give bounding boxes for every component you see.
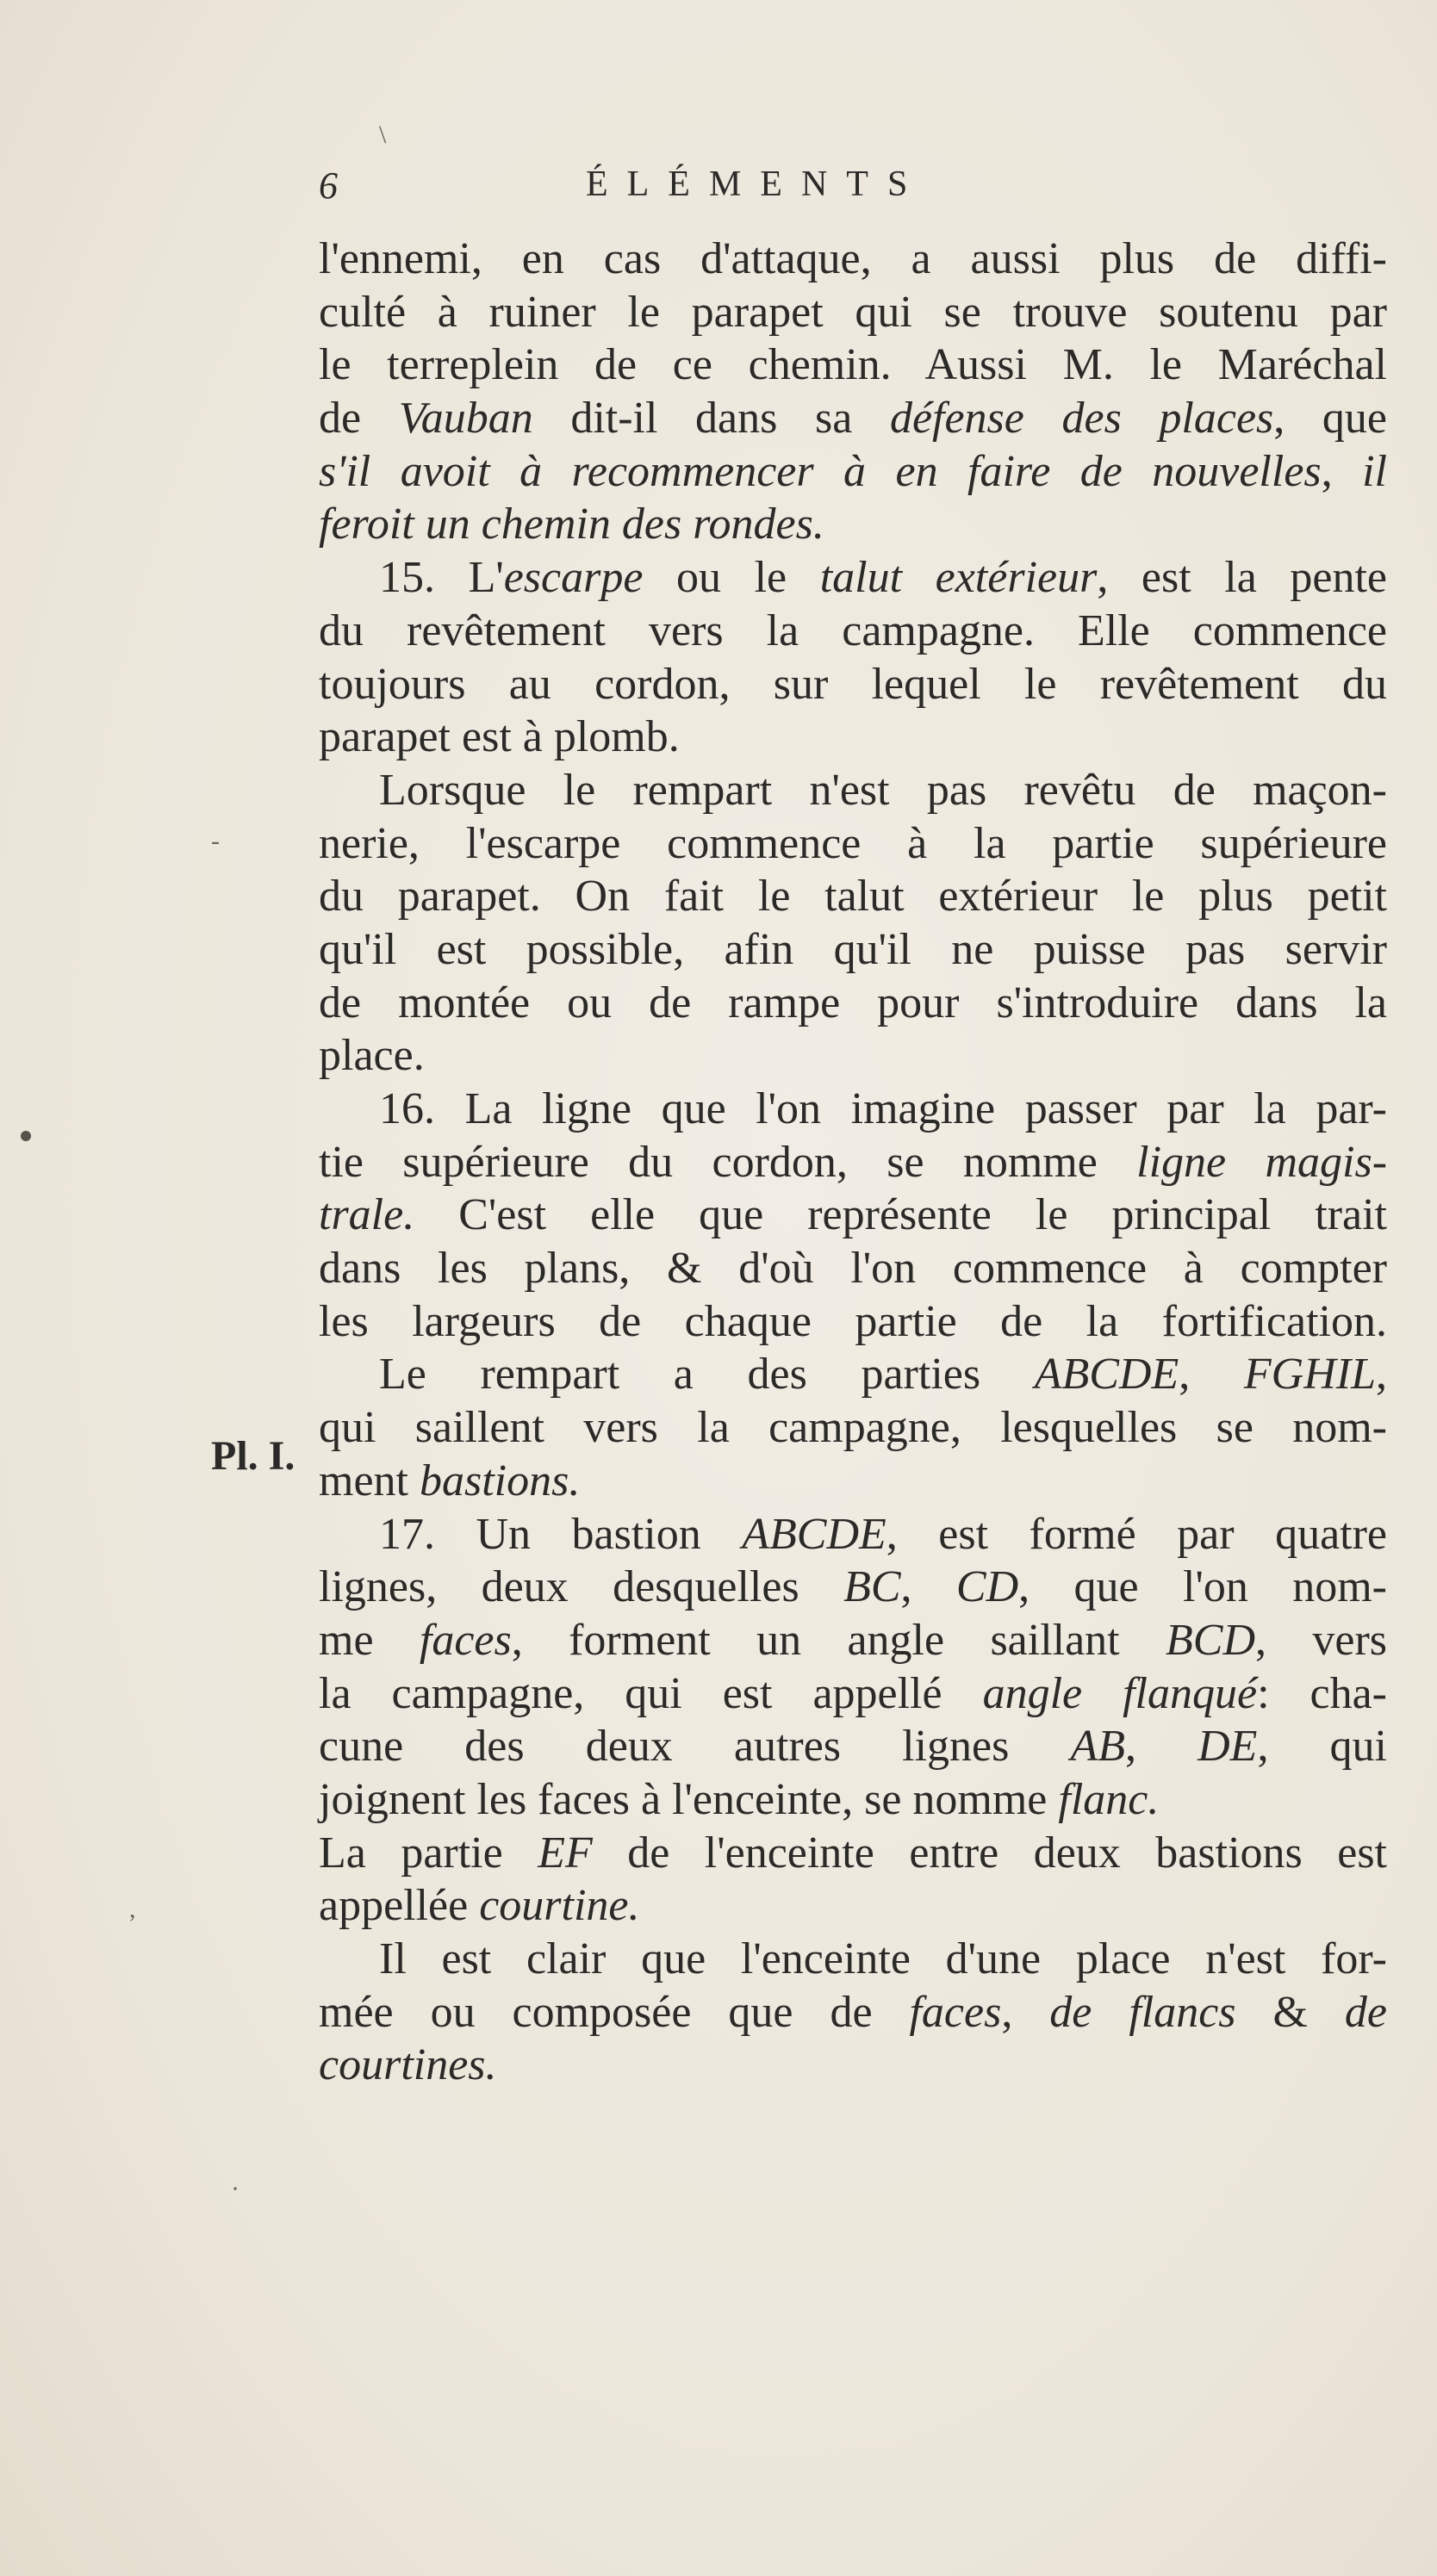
text-run: & (1235, 1987, 1345, 2037)
italic-term: Vauban (398, 394, 533, 444)
text-run: du parapet. On fait le talut extérieur le plus petit (319, 872, 1387, 922)
text-run: le terreplein de ce chemin. Aussi M. le Maréchal (319, 340, 1387, 390)
text-run: de l'enceinte entre deux bastions est (592, 1828, 1388, 1878)
italic-term: ligne magis- (1136, 1137, 1388, 1187)
text-run: La partie (319, 1828, 538, 1878)
italic-term: faces (419, 1615, 512, 1665)
text-run: 17. Un bastion (379, 1509, 743, 1559)
text-run: nerie, l'escarpe commence à la partie supérieure (319, 818, 1387, 868)
text-run: culté à ruiner le parapet qui se trouve soutenu par (319, 287, 1387, 337)
stray-mark: \ (379, 121, 387, 149)
text-run: du revêtement vers la campagne. Elle commence (319, 605, 1387, 655)
text-run: ou le (643, 553, 820, 603)
stray-mark: , (129, 1895, 136, 1923)
text-run: , qui (1257, 1722, 1387, 1772)
text-run: l'ennemi, en cas d'attaque, a aussi plus de diffi- (319, 234, 1387, 283)
text-line (319, 498, 1387, 551)
italic-term: escarpe (503, 553, 644, 603)
text-line (319, 711, 1387, 764)
italic-term: angle flanqué (982, 1668, 1258, 1718)
text-line (319, 1561, 1387, 1614)
text-line (319, 1773, 1387, 1827)
text-run: place. (319, 1031, 425, 1081)
italic-term: feroit un chemin des rondes. (319, 500, 824, 549)
text-run: Il est clair que l'enceinte d'une place n'est for- (379, 1934, 1387, 1983)
text-line (319, 658, 1387, 711)
text-run: lignes, deux desquelles (319, 1562, 844, 1612)
running-title: ÉLÉMENTS (586, 164, 927, 204)
text-line (319, 1508, 1387, 1561)
text-run: , est la pente (1097, 553, 1387, 603)
text-line (319, 1455, 1387, 1508)
text-line (319, 286, 1387, 339)
text-line (319, 1083, 1387, 1136)
text-line (319, 764, 1387, 817)
text-line (319, 1242, 1387, 1295)
italic-term: ABCDE (1034, 1350, 1179, 1400)
text-run: , vers (1255, 1615, 1388, 1665)
italic-term: défense des places (889, 394, 1274, 444)
italic-term: faces (909, 1987, 1002, 2037)
text-line (319, 233, 1387, 286)
text-run: parapet est à plomb. (319, 712, 680, 762)
italic-term: trale. (319, 1190, 415, 1240)
ink-spot (21, 1131, 31, 1141)
text-run: , forment un angle saillant (511, 1615, 1166, 1665)
text-line (319, 923, 1387, 977)
text-run: ment (319, 1456, 420, 1505)
text-line (319, 1029, 1387, 1083)
italic-term: courtine. (479, 1881, 640, 1931)
text-run: qu'il est possible, afin qu'il ne puisse pas servir (319, 924, 1387, 974)
text-run: la campagne, qui est appellé (319, 1668, 983, 1718)
text-line (319, 1879, 1387, 1933)
text-line (319, 1667, 1387, 1721)
italic-term: CD (955, 1562, 1019, 1612)
text-line (319, 2039, 1387, 2092)
text-run: de (319, 394, 399, 444)
text-line (319, 1348, 1387, 1401)
text-run: , (1001, 1987, 1050, 2037)
italic-term: ABCDE (742, 1509, 886, 1559)
text-run: me (319, 1615, 420, 1665)
italic-term: BC (843, 1562, 901, 1612)
page-header (319, 164, 1025, 224)
italic-term: courtines. (319, 2040, 497, 2090)
plate-reference: Pl. I. (211, 1433, 295, 1479)
text-run: , (1376, 1350, 1387, 1400)
stray-mark: - (211, 827, 220, 855)
text-line (319, 338, 1387, 392)
text-run: Lorsque le rempart n'est pas revêtu de maçon- (379, 765, 1387, 815)
italic-term: BCD (1166, 1615, 1255, 1665)
text-line (319, 445, 1387, 499)
text-line (319, 1986, 1387, 2039)
text-run: Le rempart a des parties (379, 1350, 1035, 1400)
text-run: appellée (319, 1881, 480, 1931)
text-line (319, 1614, 1387, 1667)
text-line (319, 551, 1387, 605)
italic-term: de flancs (1049, 1987, 1236, 2037)
text-run: mée ou composée que de (319, 1987, 910, 2037)
text-line (319, 870, 1387, 923)
text-line (319, 1189, 1387, 1242)
text-run: , (900, 1562, 956, 1612)
text-run: , que l'on nom- (1018, 1562, 1387, 1612)
text-run: , est formé par quatre (886, 1509, 1387, 1559)
text-line (319, 1401, 1387, 1455)
text-run: les largeurs de chaque partie de la fortification. (319, 1296, 1387, 1346)
text-line (319, 1136, 1387, 1189)
text-line (319, 605, 1387, 658)
text-line (319, 1933, 1387, 1986)
italic-term: il (1362, 446, 1388, 496)
text-run: dans les plans, & d'où l'on commence à compter (319, 1244, 1387, 1294)
body-text (319, 233, 1387, 2092)
text-line (319, 817, 1387, 871)
text-run: dit-il dans sa (532, 394, 890, 444)
italic-term: flanc. (1058, 1774, 1160, 1824)
italic-term: EF (538, 1828, 593, 1878)
italic-term: AB (1070, 1722, 1125, 1772)
page-number: 6 (319, 164, 338, 207)
text-run: 15. L' (379, 553, 504, 603)
text-run: , (1321, 446, 1363, 496)
text-line (319, 1827, 1387, 1880)
text-run: joignent les faces à l'enceinte, se nomme (319, 1774, 1059, 1824)
italic-term: s'il avoit à recommencer à en faire de nouvelles (319, 446, 1322, 496)
text-run: , que (1273, 394, 1387, 444)
text-run: C'est elle que représente le principal trait (414, 1190, 1387, 1240)
text-run: toujours au cordon, sur lequel le revêtement du (319, 659, 1387, 709)
text-run: , (1125, 1722, 1198, 1772)
italic-term: talut extérieur (819, 553, 1098, 603)
text-line (319, 1295, 1387, 1349)
text-run: de montée ou de rampe pour s'introduire dans la (319, 978, 1387, 1027)
italic-term: bastions. (419, 1456, 581, 1505)
text-run: qui saillent vers la campagne, lesquelles se nom- (319, 1403, 1387, 1453)
text-line (319, 977, 1387, 1030)
italic-term: de (1344, 1987, 1388, 2037)
text-line (319, 392, 1387, 445)
text-run: tie supérieure du cordon, se nomme (319, 1137, 1137, 1187)
stray-mark: · (231, 2175, 240, 2203)
italic-term: FGHIL (1243, 1350, 1376, 1400)
text-run: : cha- (1257, 1668, 1387, 1718)
text-line (319, 1720, 1387, 1773)
text-run: cune des deux autres lignes (319, 1722, 1071, 1772)
italic-term: DE (1198, 1722, 1258, 1772)
text-run: , (1179, 1350, 1244, 1400)
text-run: 16. La ligne que l'on imagine passer par la par- (379, 1084, 1387, 1133)
